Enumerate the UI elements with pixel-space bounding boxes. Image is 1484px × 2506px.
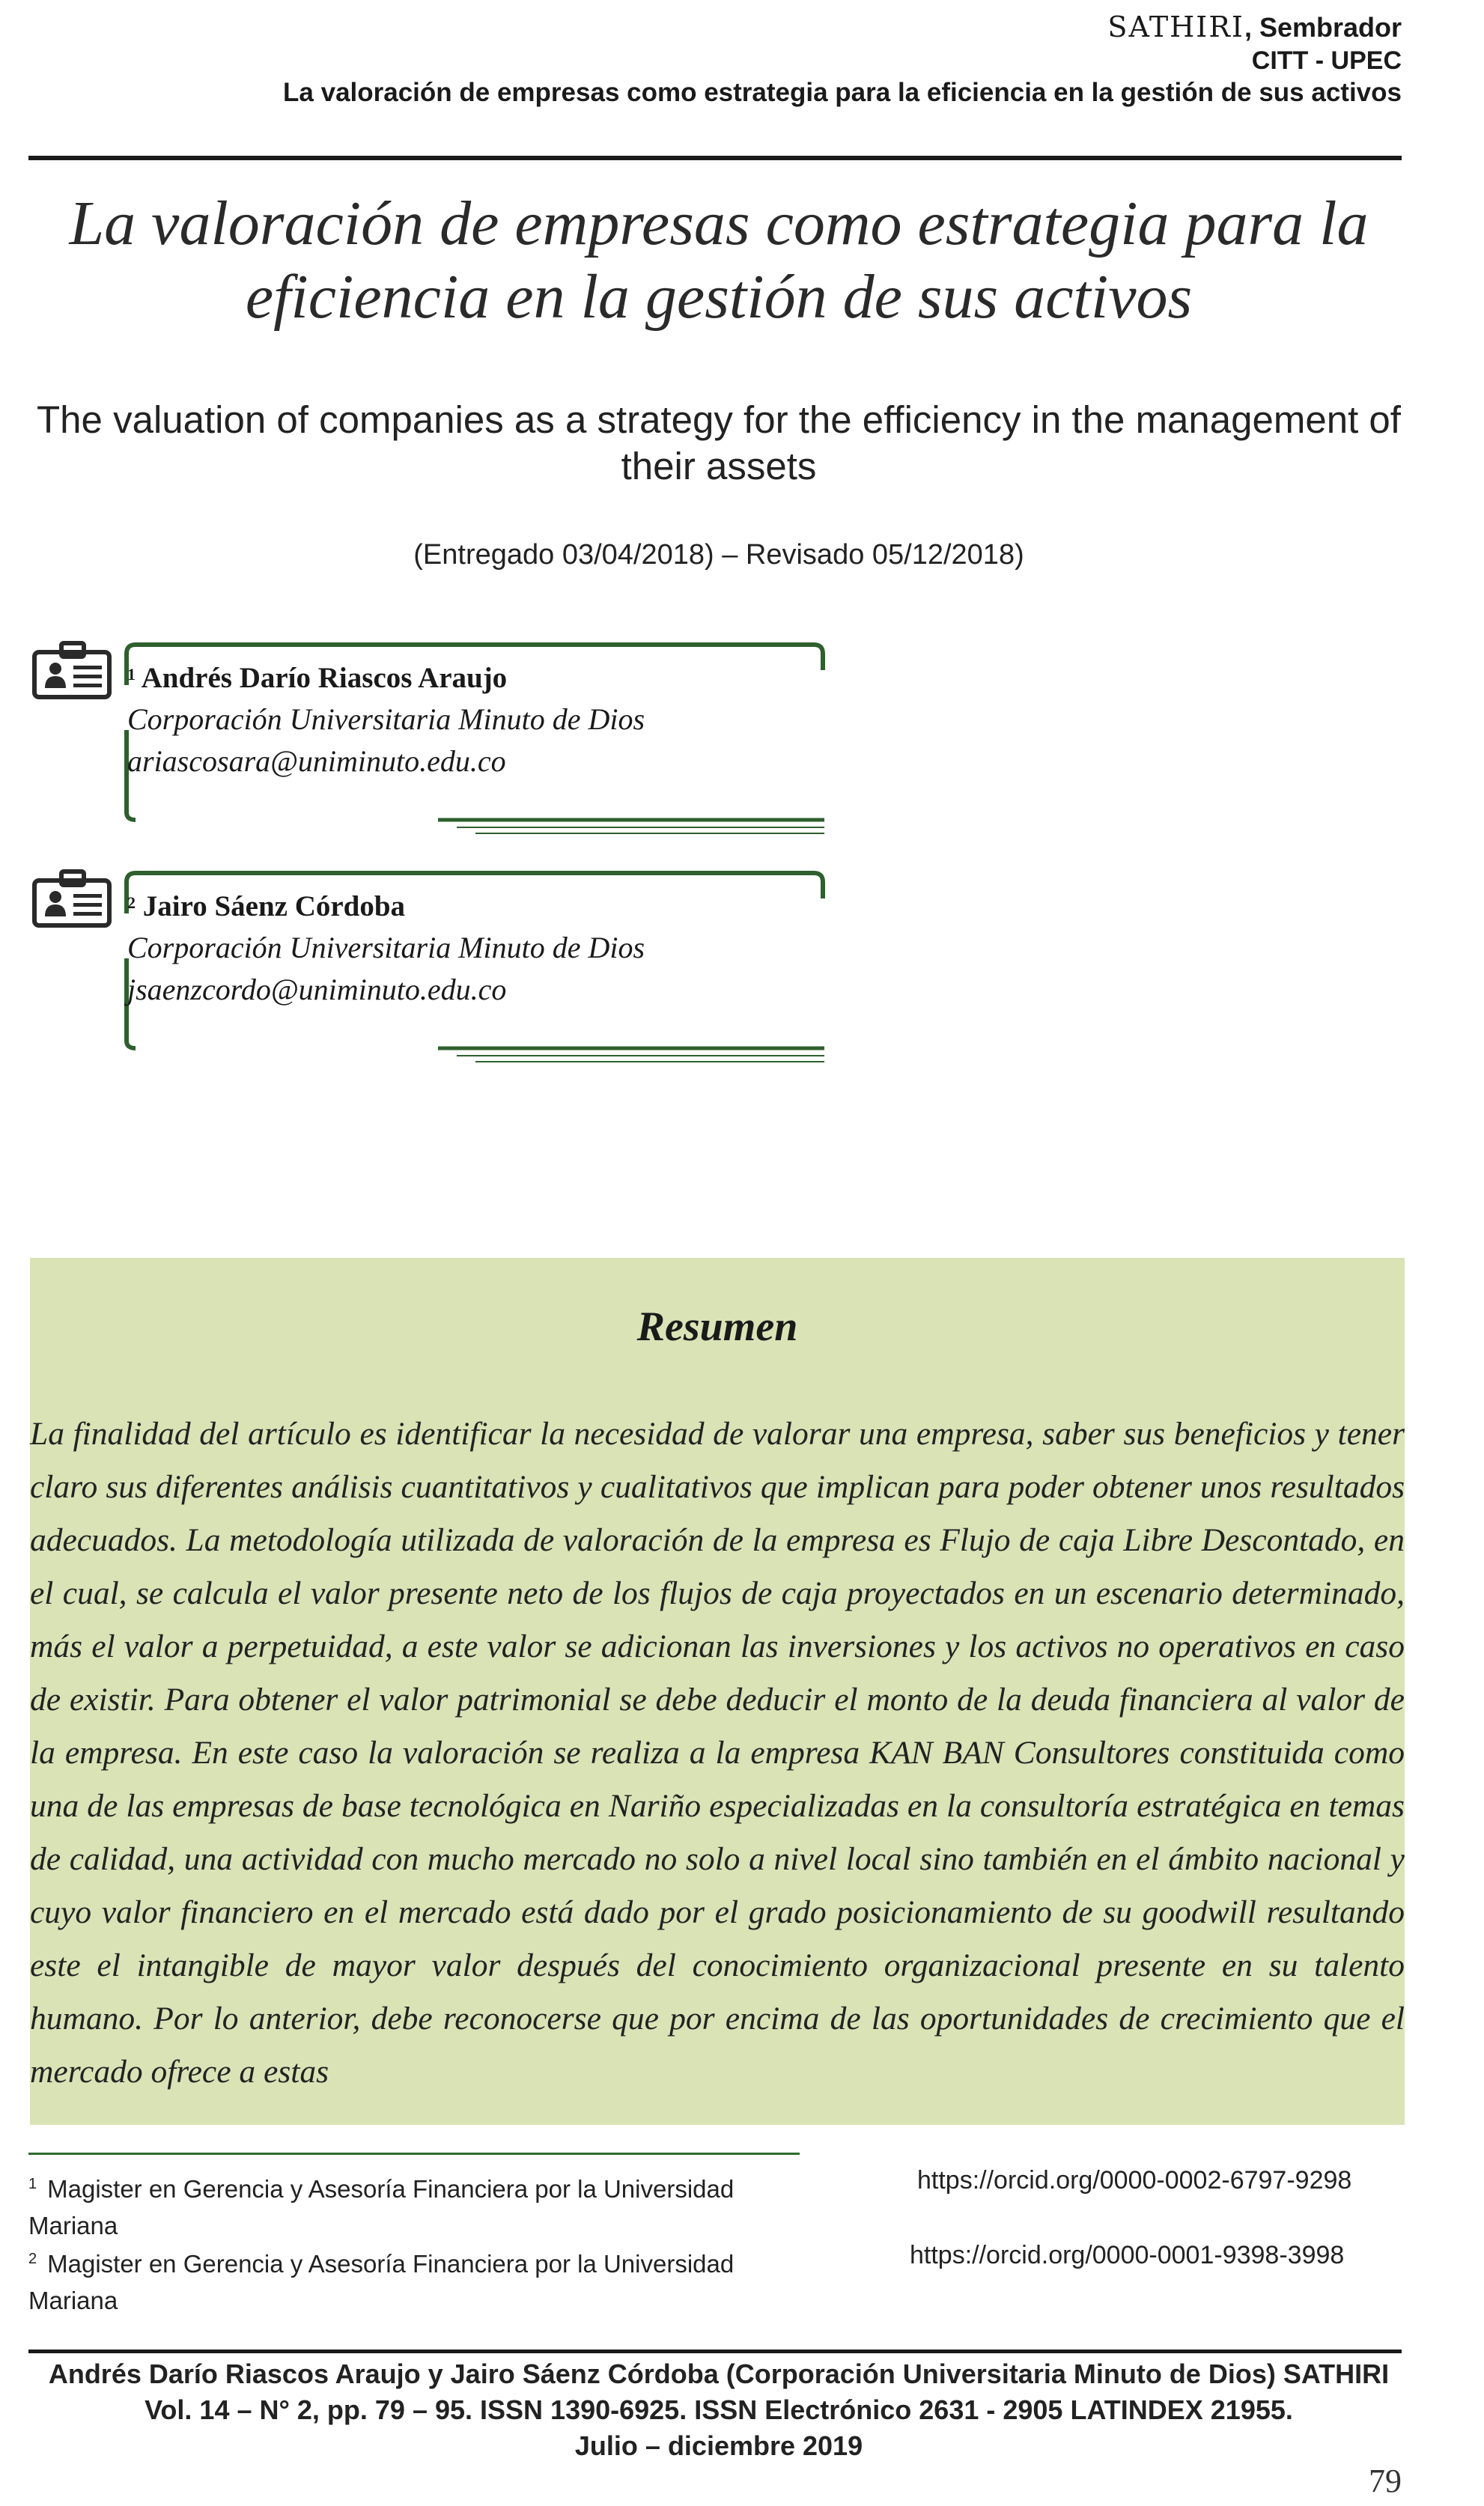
footnote-text: Magister en Gerencia y Asesoría Financiera por la Universidad Mariana (28, 2175, 735, 2239)
author-card-2 (22, 869, 816, 1063)
journal-section: , Sembrador (1244, 12, 1402, 43)
author-card-1 (22, 640, 816, 835)
author-name-text: Andrés Darío Riascos Araujo (141, 662, 508, 694)
abstract-box (30, 1258, 1405, 2125)
author-affiliation: Corporación Universitaria Minuto de Dios (127, 702, 645, 736)
footnote-number: 2 (28, 2251, 37, 2267)
footnote-rule (28, 2153, 800, 2155)
running-header-journal (1107, 10, 1402, 43)
abstract-body: La finalidad del artículo es identificar la necesidad de valorar una empresa, saber sus beneficios y tener claro sus diferentes análisis cuantitativos y cualitativos que implican para poder obtener unos resultados adecuados. La metodología utilizada de valoración de la empresa es Flujo de caja Libre Descontado, en el cual, se calcula el valor presente neto de los flujos de caja proyectados en un escenario determinado, más el valor a perpetuidad, a este valor se adicionan las inversiones y los activos no operativos en caso de existir. Para obtener el valor patrimonial se debe deducir el monto de la deuda financiera al valor de la empresa. En este caso la valoración se realiza a la empresa KAN BAN Consultores constituida como una de las empresas de base tecnológica en Nariño especializadas en la consultoría estratégica en temas de calidad, una actividad con mucho mercado no solo a nivel local sino también en el ámbito nacional y cuyo valor financiero en el mercado está dado por el grado posicionamiento de su goodwill resultando este el intangible de mayor valor después del conocimiento organizacional presente en su talento humano. Por lo anterior, debe reconocerse que por encima de las oportunidades de crecimiento que el mercado ofrece a estas (30, 1416, 1405, 2090)
author-number: 2 (127, 893, 136, 912)
citation-line-2: Vol. 14 – N° 2, pp. 79 – 95. ISSN 1390-6925. ISSN Electrónico 2631 - 2905 LATINDEX 21955. (145, 2394, 1293, 2425)
abstract-heading: Resumen (636, 1304, 798, 1350)
header-rule (28, 156, 1402, 160)
running-header-unit: CITT - UPEC (1251, 46, 1402, 75)
page-number: 79 (1369, 2463, 1402, 2499)
footnote-1 (28, 2166, 815, 2244)
id-card-icon (31, 869, 114, 928)
submission-dates: (Entregado 03/04/2018) – Revisado 05/12/2018) (413, 539, 1024, 571)
author-email[interactable]: jsaenzcordo@uniminuto.edu.co (127, 973, 507, 1006)
article-title-spanish: La valoración de empresas como estrategia para la eficiencia en la gestión de sus activos (69, 189, 1369, 332)
footer-rule (28, 2350, 1402, 2353)
citation-line-1: Andrés Darío Riascos Araujo y Jairo Sáenz Córdoba (Corporación Universitaria Minuto de Dios) SATHIRI (48, 2359, 1390, 2389)
journal-name: SATHIRI (1107, 10, 1244, 43)
author-number: 1 (127, 665, 136, 684)
orcid-link-1[interactable]: https://orcid.org/0000-0002-6797-9298 (917, 2166, 1352, 2195)
running-header-title: La valoración de empresas como estrategia para la eficiencia en la gestión de sus activos (283, 78, 1402, 107)
footnote-text: Magister en Gerencia y Asesoría Financiera por la Universidad Mariana (28, 2250, 735, 2314)
author-name-text: Jairo Sáenz Córdoba (142, 890, 406, 922)
orcid-link-2[interactable]: https://orcid.org/0000-0001-9398-3998 (910, 2241, 1345, 2269)
author-email[interactable]: ariascosara@uniminuto.edu.co (127, 744, 506, 778)
footnote-number: 1 (28, 2176, 37, 2192)
footnote-2 (28, 2241, 815, 2319)
author-name (127, 889, 405, 923)
article-title-english: The valuation of companies as a strategy for the efficiency in the management of their assets (37, 398, 1401, 487)
id-card-icon (31, 640, 114, 700)
citation-line-3: Julio – diciembre 2019 (574, 2430, 863, 2461)
author-name (127, 661, 507, 695)
author-affiliation: Corporación Universitaria Minuto de Dios (127, 931, 645, 964)
